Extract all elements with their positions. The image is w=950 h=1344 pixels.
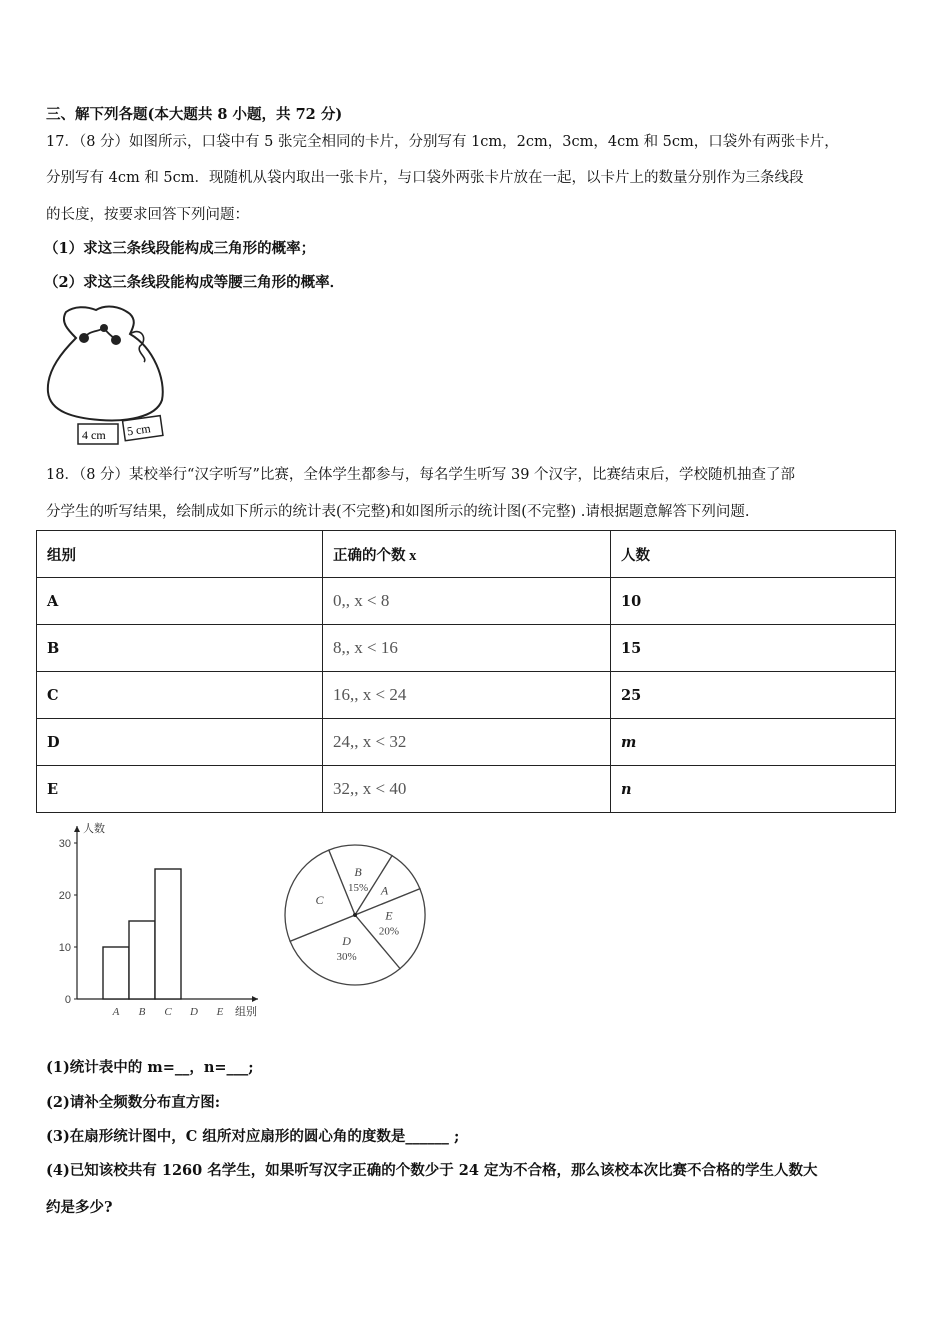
row-range: 16,, x < 24 <box>323 672 611 719</box>
y-tick-label: 30 <box>58 838 71 850</box>
pie-percent-D: 30% <box>336 950 357 963</box>
section-title: 三、解下列各题(本大题共 8 小题，共 72 分) <box>46 106 343 123</box>
pie-label-C: C <box>315 892 324 907</box>
q18-line2: 分学生的听写结果，绘制成如下所示的统计表(不完整)和如图所示的统计图(不完整) .请根据题意解答下列问题. <box>46 504 750 520</box>
row-range: 32,, x < 40 <box>323 766 611 813</box>
row-group: B <box>37 625 323 672</box>
table-row <box>37 625 896 672</box>
pie-percent-B: 15% <box>347 882 369 895</box>
row-count: n <box>611 766 896 813</box>
table-header-row <box>37 531 896 578</box>
card-4cm-label: 4 cm <box>82 428 106 442</box>
y-tick-label: 10 <box>58 942 71 954</box>
header-group: 组别 <box>37 531 323 578</box>
x-tick-label: C <box>164 1006 172 1018</box>
table-row <box>37 719 896 766</box>
q18-sub4b: 约是多少? <box>46 1199 113 1216</box>
q17-part1: （1）求这三条线段能构成三角形的概率； <box>44 240 316 257</box>
y-tick-label: 20 <box>58 890 71 902</box>
row-group: A <box>37 578 323 625</box>
y-tick-label: 0 <box>64 994 71 1006</box>
q17-line3: 的长度，按要求回答下列问题： <box>46 207 249 223</box>
pie-label-B: B <box>354 865 362 880</box>
bar-B <box>129 921 155 999</box>
q18-sub1: (1)统计表中的 m=__，n=___; <box>46 1059 254 1076</box>
q18-sub3: (3)在扇形统计图中，C 组所对应扇形的圆心角的度数是______ ; <box>46 1128 460 1145</box>
x-tick-label: D <box>190 1006 198 1018</box>
row-group: D <box>37 719 323 766</box>
row-group: E <box>37 766 323 813</box>
pie-chart <box>280 840 435 995</box>
card-5cm-label: 5 cm <box>126 421 152 439</box>
row-range: 0,, x < 8 <box>323 578 611 625</box>
table-row <box>37 578 896 625</box>
x-axis-arrow <box>252 996 258 1002</box>
row-range: 8,, x < 16 <box>323 625 611 672</box>
row-count: 25 <box>611 672 896 719</box>
x-tick-label: E <box>216 1006 224 1018</box>
bar-A <box>103 947 129 999</box>
stats-table <box>36 530 896 813</box>
x-axis-label: 组别 <box>235 1005 257 1018</box>
table-row <box>37 766 896 813</box>
q18-line1: 18．（8 分）某校举行“汉字听写”比赛，全体学生都参与，每名学生听写 39 个汉字，比赛结束后，学校随机抽查了部 <box>46 467 796 483</box>
row-count: m <box>611 719 896 766</box>
table-row <box>37 672 896 719</box>
q18-sub2: (2)请补全频数分布直方图: <box>46 1094 221 1111</box>
q17-line2: 分别写有 4cm 和 5cm．现随机从袋内取出一张卡片，与口袋外两张卡片放在一起，以卡片上的数量分别作为三条线段 <box>46 170 804 186</box>
y-axis-label: 人数 <box>83 822 105 835</box>
bar-chart <box>50 818 275 1023</box>
pie-percent-E: 20% <box>378 925 400 938</box>
bar-C <box>155 869 181 999</box>
row-range: 24,, x < 32 <box>323 719 611 766</box>
row-count: 10 <box>611 578 896 625</box>
row-count: 15 <box>611 625 896 672</box>
pie-label-E: E <box>385 908 393 923</box>
x-tick-label: A <box>112 1006 120 1018</box>
row-group: C <box>37 672 323 719</box>
header-count: 人数 <box>611 531 896 578</box>
q18-sub4a: (4)已知该校共有 1260 名学生，如果听写汉字正确的个数少于 24 定为不合格，那么该校本次比赛不合格的学生人数大 <box>46 1162 818 1179</box>
pie-label-A: A <box>380 883 389 898</box>
x-tick-label: B <box>138 1006 146 1018</box>
pie-label-D: D <box>342 933 351 948</box>
q17-line1: 17．（8 分）如图所示，口袋中有 5 张完全相同的卡片，分别写有 1cm，2cm，3cm，4cm 和 5cm，口袋外有两张卡片， <box>46 134 839 150</box>
q17-part2: （2）求这三条线段能构成等腰三角形的概率． <box>44 274 345 291</box>
header-range: 正确的个数 x <box>323 531 611 578</box>
bag-illustration <box>44 300 174 450</box>
card-5cm <box>123 416 163 441</box>
y-axis-arrow <box>74 826 80 832</box>
pie-center <box>353 913 357 917</box>
card-4cm <box>78 424 118 444</box>
